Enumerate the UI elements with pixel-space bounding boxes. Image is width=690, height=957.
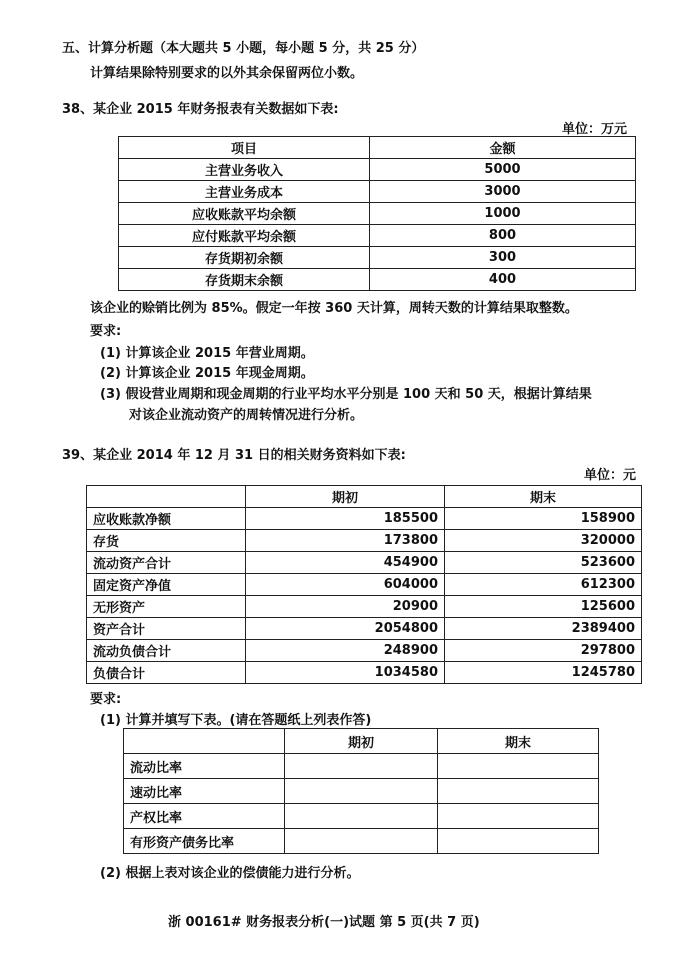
table-cell: 523600 xyxy=(445,552,642,574)
table-row xyxy=(119,225,636,247)
answer-cell xyxy=(438,779,599,804)
q38-requirement-2: (2) 计算该企业 2015 年现金周期。 xyxy=(100,366,314,381)
q38-requirement-1: (1) 计算该企业 2015 年营业周期。 xyxy=(100,346,314,361)
header-cell: 项目 xyxy=(119,137,370,159)
header-cell: 期末 xyxy=(445,486,642,508)
header-cell: 金额 xyxy=(370,137,636,159)
answer-cell xyxy=(285,804,438,829)
q39-requirement-1: (1) 计算并填写下表。(请在答题纸上列表作答) xyxy=(100,713,372,728)
table-cell: 454900 xyxy=(246,552,445,574)
table-cell: 主营业务成本 xyxy=(119,181,370,203)
table-cell: 资产合计 xyxy=(87,618,246,640)
header-cell: 期初 xyxy=(246,486,445,508)
table-row xyxy=(124,754,599,779)
table-cell: 320000 xyxy=(445,530,642,552)
q39-answer-table xyxy=(123,728,599,854)
table-cell: 有形资产债务比率 xyxy=(124,829,285,854)
table-cell: 800 xyxy=(370,225,636,247)
table-row xyxy=(119,203,636,225)
q39-unit: 单位：元 xyxy=(584,468,637,483)
q38-requirement-3: (3) 假设营业周期和现金周期的行业平均水平分别是 100 天和 50 天，根据计算结果 xyxy=(100,387,592,402)
table-cell: 2389400 xyxy=(445,618,642,640)
table-header-row xyxy=(87,486,642,508)
answer-cell xyxy=(285,829,438,854)
table-cell: 固定资产净值 xyxy=(87,574,246,596)
table-cell: 248900 xyxy=(246,640,445,662)
q38-unit: 单位：万元 xyxy=(562,122,628,137)
header-cell xyxy=(124,729,285,754)
table-cell: 125600 xyxy=(445,596,642,618)
table-cell: 3000 xyxy=(370,181,636,203)
table-cell: 产权比率 xyxy=(124,804,285,829)
table-row xyxy=(119,181,636,203)
table-cell: 1034580 xyxy=(246,662,445,684)
table-cell: 5000 xyxy=(370,159,636,181)
table-cell: 负债合计 xyxy=(87,662,246,684)
q39-table xyxy=(86,485,642,684)
q39-requirement-title: 要求: xyxy=(90,692,122,707)
table-cell: 应付账款平均余额 xyxy=(119,225,370,247)
table-cell: 无形资产 xyxy=(87,596,246,618)
table-cell: 400 xyxy=(370,269,636,291)
table-cell: 流动负债合计 xyxy=(87,640,246,662)
table-header-row xyxy=(124,729,599,754)
table-row xyxy=(87,552,642,574)
table-cell: 主营业务收入 xyxy=(119,159,370,181)
table-row xyxy=(87,640,642,662)
table-row xyxy=(87,596,642,618)
q39-requirement-2: (2) 根据上表对该企业的偿债能力进行分析。 xyxy=(100,866,360,881)
table-cell: 速动比率 xyxy=(124,779,285,804)
answer-cell xyxy=(285,754,438,779)
table-cell: 158900 xyxy=(445,508,642,530)
table-cell: 流动比率 xyxy=(124,754,285,779)
table-cell: 存货 xyxy=(87,530,246,552)
section-title: 五、计算分析题（本大题共 5 小题，每小题 5 分，共 25 分） xyxy=(62,41,425,56)
table-cell: 1000 xyxy=(370,203,636,225)
section-note: 计算结果除特别要求的以外其余保留两位小数。 xyxy=(90,66,364,81)
table-row xyxy=(87,508,642,530)
table-header-row xyxy=(119,137,636,159)
table-cell: 300 xyxy=(370,247,636,269)
table-row xyxy=(124,779,599,804)
table-row xyxy=(87,530,642,552)
table-row xyxy=(119,159,636,181)
table-cell: 2054800 xyxy=(246,618,445,640)
table-row xyxy=(119,269,636,291)
table-cell: 1245780 xyxy=(445,662,642,684)
table-cell: 应收账款平均余额 xyxy=(119,203,370,225)
table-cell: 应收账款净额 xyxy=(87,508,246,530)
answer-cell xyxy=(438,754,599,779)
header-cell xyxy=(87,486,246,508)
answer-cell xyxy=(438,829,599,854)
table-cell: 612300 xyxy=(445,574,642,596)
table-row xyxy=(87,618,642,640)
answer-cell xyxy=(285,779,438,804)
q39-title: 39、某企业 2014 年 12 月 31 日的相关财务资料如下表: xyxy=(62,448,406,463)
table-cell: 297800 xyxy=(445,640,642,662)
table-row xyxy=(87,662,642,684)
q38-note: 该企业的赊销比例为 85%。假定一年按 360 天计算，周转天数的计算结果取整数。 xyxy=(90,301,578,316)
table-cell: 存货期初余额 xyxy=(119,247,370,269)
header-cell: 期末 xyxy=(438,729,599,754)
page-footer: 浙 00161# 财务报表分析(一)试题 第 5 页(共 7 页) xyxy=(168,915,480,930)
q38-title: 38、某企业 2015 年财务报表有关数据如下表: xyxy=(62,102,339,117)
table-row xyxy=(124,804,599,829)
table-cell: 20900 xyxy=(246,596,445,618)
table-cell: 存货期末余额 xyxy=(119,269,370,291)
table-cell: 185500 xyxy=(246,508,445,530)
q38-table xyxy=(118,136,636,291)
header-cell: 期初 xyxy=(285,729,438,754)
table-row xyxy=(124,829,599,854)
table-cell: 604000 xyxy=(246,574,445,596)
q38-requirement-3-cont: 对该企业流动资产的周转情况进行分析。 xyxy=(129,408,364,423)
q38-requirement-title: 要求: xyxy=(90,324,122,339)
table-cell: 流动资产合计 xyxy=(87,552,246,574)
answer-cell xyxy=(438,804,599,829)
table-cell: 173800 xyxy=(246,530,445,552)
table-row xyxy=(87,574,642,596)
table-row xyxy=(119,247,636,269)
